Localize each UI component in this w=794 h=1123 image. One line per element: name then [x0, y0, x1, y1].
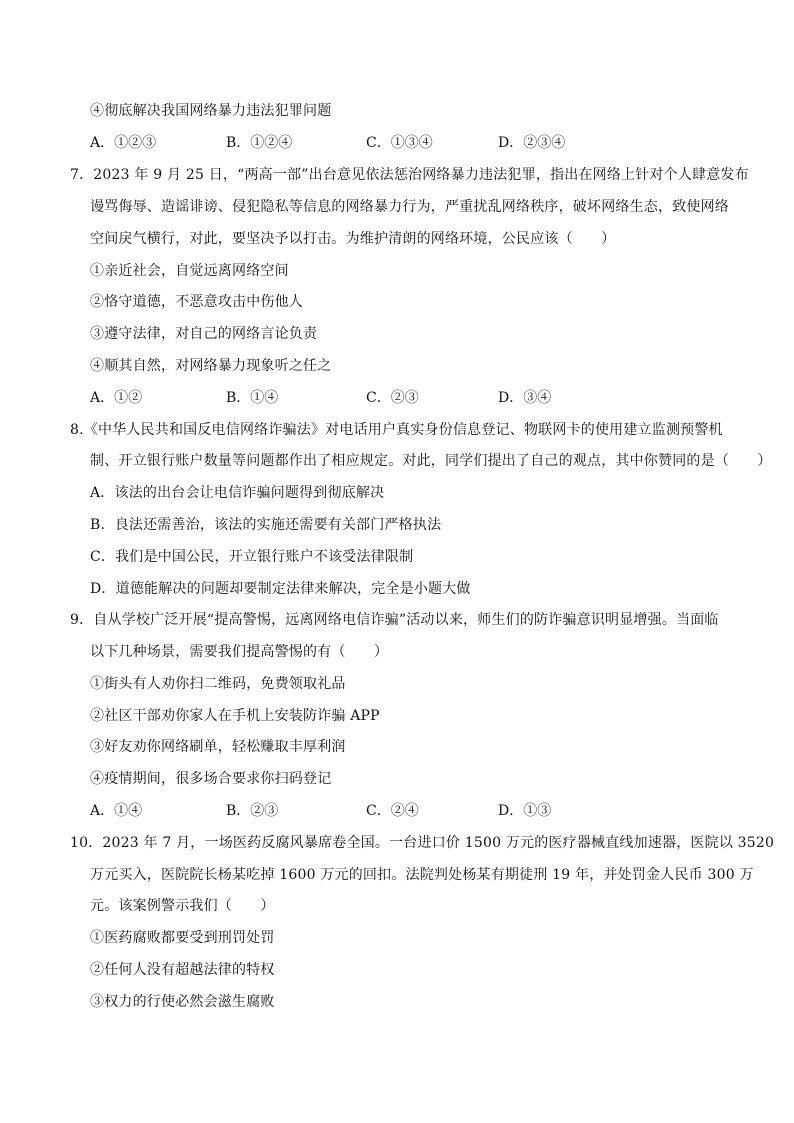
- q7-options: [90, 388, 650, 408]
- q10-item-1: ①医药腐败都要受到刑罚处罚: [90, 930, 275, 946]
- q9-option-b: B．②③: [226, 803, 279, 819]
- q10-stem-line-1: 10．2023 年 7 月，一场医药反腐风暴席卷全国。一台进口价 1500 万元的医疗器械直线加速器，医院以 3520: [70, 835, 775, 851]
- q7-stem-line-3: 空间戾气横行，对此，要坚决予以打击。为维护清朗的网络环境，公民应该（ ）: [90, 231, 616, 247]
- q10-stem-line-2: 万元买入，医院院长杨某吃掉 1600 万元的回扣。法院判处杨某有期徒刑 19 年，并处罚金人民币 300 万: [90, 867, 754, 883]
- q9-item-3: ③好友劝你网络刷单，轻松赚取丰厚利润: [90, 739, 346, 755]
- q9-option-d: D．①③: [498, 803, 552, 819]
- q7-item-3: ③遵守法律，对自己的网络言论负责: [90, 326, 318, 342]
- q10-item-2: ②任何人没有超越法律的特权: [90, 962, 275, 978]
- q6-option-d: D．②③④: [498, 135, 566, 151]
- q6-item-4: ④彻底解决我国网络暴力违法犯罪问题: [90, 103, 332, 119]
- q10-item-3: ③权力的行使必然会滋生腐败: [90, 994, 275, 1010]
- q7-option-a: A．①②: [90, 390, 143, 406]
- q10-stem-line-3: 元。该案例警示我们（ ）: [90, 898, 275, 914]
- q9-item-4: ④疫情期间，很多场合要求你扫码登记: [90, 771, 332, 787]
- q7-item-4: ④顺其自然，对网络暴力现象听之任之: [90, 358, 332, 374]
- q9-item-2: ②社区干部劝你家人在手机上安装防诈骗 APP: [90, 708, 380, 724]
- q9-item-1: ①街头有人劝你扫二维码，免费领取礼品: [90, 676, 346, 692]
- q7-item-1: ①亲近社会，自觉远离网络空间: [90, 263, 289, 279]
- q6-option-a: A．①②③: [90, 135, 157, 151]
- q6-options: [90, 133, 650, 153]
- q6-option-c: C．①③④: [366, 135, 433, 151]
- q9-option-c: C．②④: [366, 803, 419, 819]
- q7-stem-line-1: 7．2023 年 9 月 25 日，“两高一部”出台意见依法惩治网络暴力违法犯罪，指出在网络上针对个人肆意发布: [70, 167, 749, 183]
- q6-option-b: B．①②④: [226, 135, 293, 151]
- q8-option-a: A．该法的出台会让电信诈骗问题得到彻底解决: [90, 485, 385, 501]
- q9-option-a: A．①④: [90, 803, 143, 819]
- q8-option-b: B．良法还需善治，该法的实施还需要有关部门严格执法: [90, 517, 442, 533]
- q9-stem-line-1: 9．自从学校广泛开展“提高警惕，远离网络电信诈骗”活动以来，师生们的防诈骗意识明显增强。当面临: [70, 612, 719, 628]
- q8-stem-line-2: 制、开立银行账户数量等问题都作出了相应规定。对此，同学们提出了自己的观点，其中你赞同的是（ ）: [90, 453, 772, 469]
- q8-option-c: C．我们是中国公民，开立银行账户不该受法律限制: [90, 549, 414, 565]
- q7-option-c: C．②③: [366, 390, 419, 406]
- q7-stem-line-2: 谩骂侮辱、造谣诽谤、侵犯隐私等信息的网络暴力行为，严重扰乱网络秩序，破坏网络生态，致使网络: [90, 199, 729, 215]
- q8-option-d: D．道德能解决的问题却要制定法律来解决，完全是小题大做: [90, 581, 471, 597]
- q7-option-b: B．①④: [226, 390, 279, 406]
- q7-item-2: ②恪守道德，不恶意攻击中伤他人: [90, 294, 303, 310]
- q8-stem-line-1: 8.《中华人民共和国反电信网络诈骗法》对电话用户真实身份信息登记、物联网卡的使用建立监测预警机: [70, 422, 723, 438]
- q9-stem-line-2: 以下几种场景，需要我们提高警惕的有（ ）: [90, 644, 389, 660]
- q7-option-d: D．③④: [498, 390, 552, 406]
- q9-options: [90, 801, 650, 821]
